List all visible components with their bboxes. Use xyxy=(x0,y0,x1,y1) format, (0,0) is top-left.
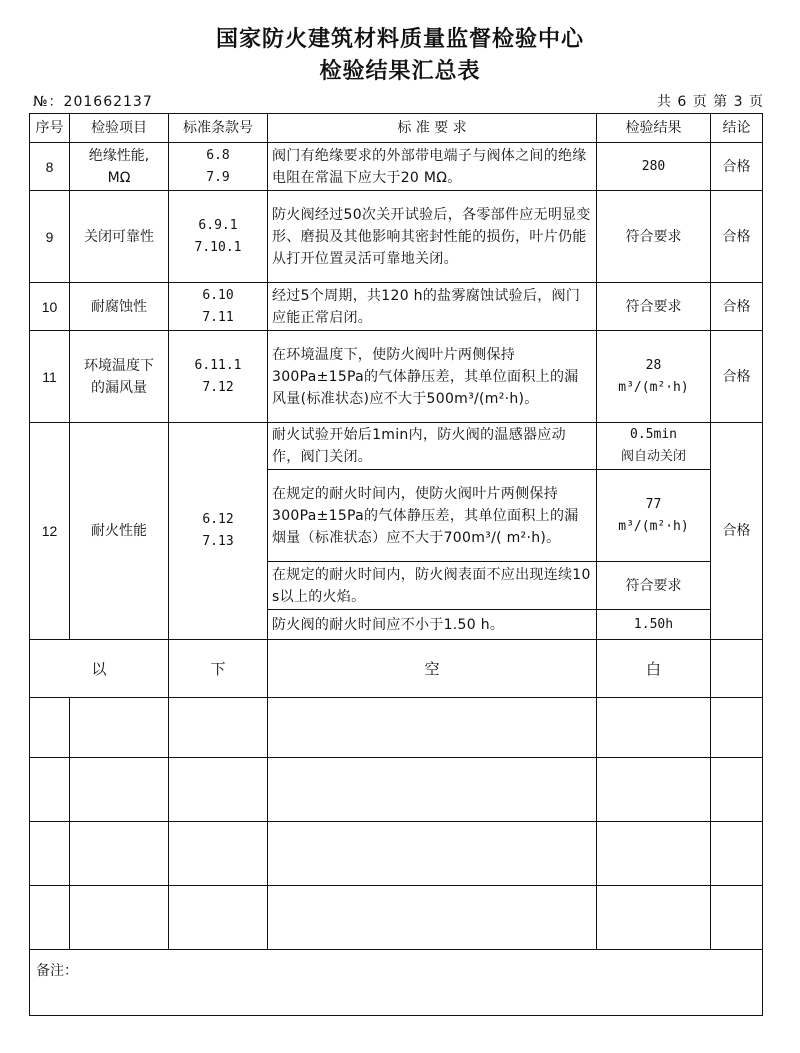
empty-cell xyxy=(30,698,70,758)
row-requirement: 防火阀的耐火时间应不小于1.50 h。 xyxy=(268,610,597,640)
empty-cell xyxy=(268,698,597,758)
row-item-line: MΩ xyxy=(107,169,131,186)
result-line: 阀自动关闭 xyxy=(620,449,686,464)
row-no: 12 xyxy=(30,423,70,640)
row-conclusion: 合格 xyxy=(711,143,763,191)
header-clause: 标准条款号 xyxy=(169,114,268,143)
empty-cell xyxy=(597,758,711,822)
row-item-line: 的漏风量 xyxy=(91,379,147,396)
empty-cell xyxy=(268,886,597,950)
table-header-row xyxy=(30,114,763,143)
empty-cell xyxy=(711,698,763,758)
blank-marker-char: 以 xyxy=(30,640,169,698)
blank-marker-row xyxy=(30,640,763,698)
row-conclusion: 合格 xyxy=(711,191,763,283)
table-row xyxy=(30,283,763,331)
row-result: 符合要求 xyxy=(597,283,711,331)
row-item: 耐腐蚀性 xyxy=(70,283,169,331)
clause-line: 6.11.1 xyxy=(194,357,242,373)
row-clause xyxy=(169,143,268,191)
empty-cell xyxy=(169,886,268,950)
clause-line: 6.12 xyxy=(202,512,234,527)
clause-line: 7.9 xyxy=(206,169,230,185)
clause-line: 6.8 xyxy=(206,147,230,163)
clause-line: 7.13 xyxy=(202,534,234,549)
row-conclusion: 合格 xyxy=(711,283,763,331)
clause-line: 6.10 xyxy=(202,287,234,303)
row-requirement: 在规定的耐火时间内，使防火阀叶片两侧保持300Pa±15Pa的气体静压差，其单位面积上的漏烟量（标准状态）应不大于700m³/( m²·h)。 xyxy=(268,470,597,562)
clause-line: 7.10.1 xyxy=(194,239,242,255)
document-title: 国家防火建筑材料质量监督检验中心 xyxy=(215,27,584,52)
report-number: №：201662137 xyxy=(33,94,153,110)
row-requirement: 阀门有绝缘要求的外部带电端子与阀体之间的绝缘电阻在常温下应大于20 MΩ。 xyxy=(268,143,597,191)
header-requirement: 标 准 要 求 xyxy=(268,114,597,143)
row-no: 11 xyxy=(30,331,70,423)
result-line: m³/(m²·h) xyxy=(618,518,689,534)
row-result: 280 xyxy=(597,143,711,191)
row-result xyxy=(597,470,711,562)
table-row xyxy=(30,331,763,423)
row-requirement: 防火阀经过50次关开试验后，各零部件应无明显变形、磨损及其他影响其密封性能的损伤，叶片仍能从打开位置灵活可靠地关闭。 xyxy=(268,191,597,283)
row-clause xyxy=(169,283,268,331)
empty-cell xyxy=(70,886,169,950)
notes-label: 备注： xyxy=(30,950,763,1016)
empty-row xyxy=(30,698,763,758)
row-clause xyxy=(169,331,268,423)
empty-row xyxy=(30,758,763,822)
empty-cell xyxy=(169,822,268,886)
result-line: 77 xyxy=(645,496,662,512)
empty-cell xyxy=(711,886,763,950)
header-result: 检验结果 xyxy=(597,114,711,143)
empty-cell xyxy=(30,886,70,950)
result-line: m³/(m²·h) xyxy=(618,379,689,395)
row-requirement: 在环境温度下，使防火阀叶片两侧保持300Pa±15Pa的气体静压差，其单位面积上的漏风量(标准状态)应不大于500m³/(m²·h)。 xyxy=(268,331,597,423)
empty-cell xyxy=(597,886,711,950)
row-conclusion: 合格 xyxy=(711,331,763,423)
empty-cell xyxy=(268,822,597,886)
row-result: 符合要求 xyxy=(597,562,711,610)
row-no: 8 xyxy=(30,143,70,191)
empty-cell xyxy=(169,698,268,758)
empty-cell xyxy=(597,822,711,886)
empty-cell xyxy=(70,822,169,886)
empty-row xyxy=(30,822,763,886)
empty-row xyxy=(30,886,763,950)
notes-row xyxy=(30,950,763,1016)
row-result: 符合要求 xyxy=(597,191,711,283)
clause-line: 6.9.1 xyxy=(198,217,238,233)
table-row xyxy=(30,191,763,283)
result-line: 0.5min xyxy=(630,427,677,442)
blank-marker-char: 下 xyxy=(169,640,268,698)
row-no: 9 xyxy=(30,191,70,283)
blank-marker-char: 白 xyxy=(597,640,711,698)
empty-cell xyxy=(597,698,711,758)
row-requirement: 耐火试验开始后1min内，防火阀的温感器应动作，阀门关闭。 xyxy=(268,423,597,470)
page-info: 共 6 页 第 3 页 xyxy=(656,94,764,110)
row-item-line: 绝缘性能, xyxy=(88,147,150,164)
row-clause xyxy=(169,423,268,640)
row-item-line: 环境温度下 xyxy=(84,357,154,374)
row-item: 耐火性能 xyxy=(70,423,169,640)
empty-cell xyxy=(30,758,70,822)
row-requirement: 在规定的耐火时间内，防火阀表面不应出现连续10 s以上的火焰。 xyxy=(268,562,597,610)
empty-cell xyxy=(70,758,169,822)
empty-cell xyxy=(30,822,70,886)
empty-cell xyxy=(711,758,763,822)
row-item xyxy=(70,331,169,423)
row-clause xyxy=(169,191,268,283)
empty-cell xyxy=(711,640,763,698)
empty-cell xyxy=(169,758,268,822)
empty-cell xyxy=(268,758,597,822)
header-no: 序号 xyxy=(30,114,70,143)
empty-cell xyxy=(711,822,763,886)
clause-line: 7.12 xyxy=(202,379,234,395)
results-table xyxy=(29,113,763,1016)
row-conclusion: 合格 xyxy=(711,423,763,640)
row-requirement: 经过5个周期，共120 h的盐雾腐蚀试验后，阀门应能正常启闭。 xyxy=(268,283,597,331)
table-row xyxy=(30,143,763,191)
empty-cell xyxy=(70,698,169,758)
row-result xyxy=(597,331,711,423)
result-line: 28 xyxy=(645,357,662,373)
row-result xyxy=(597,423,711,470)
header-item: 检验项目 xyxy=(70,114,169,143)
clause-line: 7.11 xyxy=(202,309,234,325)
header-conclusion: 结论 xyxy=(711,114,763,143)
blank-marker-char: 空 xyxy=(268,640,597,698)
row-result: 1.50h xyxy=(597,610,711,640)
row-item xyxy=(70,143,169,191)
row-item: 关闭可靠性 xyxy=(70,191,169,283)
row-no: 10 xyxy=(30,283,70,331)
table-row xyxy=(30,423,763,470)
document-subtitle: 检验结果汇总表 xyxy=(319,59,481,84)
